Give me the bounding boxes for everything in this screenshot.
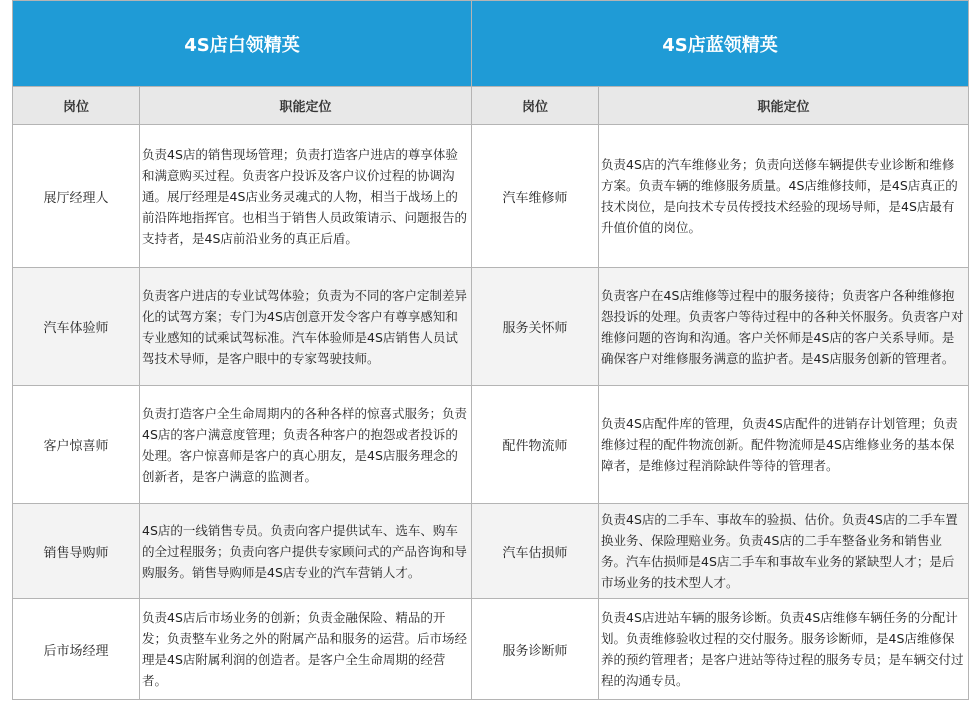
- job-roles-table: [12, 0, 969, 700]
- table-row: [13, 386, 969, 504]
- right-duty-cell: 负责4S店的二手车、事故车的验损、估价。负责4S店的二手车置换业务、保险理赔业务。负责4S店的二手车整备业务和销售业务。汽车估损师是4S店二手车和事故车业务的紧缺型人才；是后市场业务的技术型人才。: [599, 504, 969, 599]
- table-row: [13, 599, 969, 700]
- left-position-cell: 后市场经理: [13, 599, 140, 700]
- right-position-column-header: 岗位: [472, 87, 599, 125]
- table-row: [13, 504, 969, 599]
- left-position-column-header: 岗位: [13, 87, 140, 125]
- left-duty-cell: 负责打造客户全生命周期内的各种各样的惊喜式服务；负责4S店的客户满意度管理；负责各种客户的抱怨或者投诉的处理。客户惊喜师是客户的真心朋友，是4S店服务理念的创新者，是客户满意的监测者。: [140, 386, 472, 504]
- table-row: [13, 125, 969, 268]
- left-position-cell: 展厅经理人: [13, 125, 140, 268]
- right-duty-cell: 负责4S店配件库的管理，负责4S店配件的进销存计划管理；负责维修过程的配件物流创新。配件物流师是4S店维修业务的基本保障者，是维修过程消除缺件等待的管理者。: [599, 386, 969, 504]
- right-position-cell: 服务关怀师: [472, 268, 599, 386]
- white-collar-header: 4S店白领精英: [13, 1, 472, 87]
- left-position-cell: 汽车体验师: [13, 268, 140, 386]
- right-position-cell: 汽车估损师: [472, 504, 599, 599]
- blue-collar-header: 4S店蓝领精英: [472, 1, 969, 87]
- left-duty-cell: 负责4S店的销售现场管理；负责打造客户进店的尊享体验和满意购买过程。负责客户投诉及客户议价过程的协调沟通。展厅经理是4S店业务灵魂式的人物，相当于战场上的前沿阵地指挥官。也相当于销售人员政策请示、问题报告的支持者，是4S店前沿业务的真正后盾。: [140, 125, 472, 268]
- right-position-cell: 服务诊断师: [472, 599, 599, 700]
- right-position-cell: 配件物流师: [472, 386, 599, 504]
- right-duty-column-header: 职能定位: [599, 87, 969, 125]
- right-duty-cell: 负责4S店进站车辆的服务诊断。负责4S店维修车辆任务的分配计划。负责维修验收过程的交付服务。服务诊断师，是4S店维修保养的预约管理者；是客户进站等待过程的服务专员；是车辆交付过程的沟通专员。: [599, 599, 969, 700]
- table-row: [13, 268, 969, 386]
- left-duty-cell: 4S店的一线销售专员。负责向客户提供试车、选车、购车的全过程服务；负责向客户提供专家顾问式的产品咨询和导购服务。销售导购师是4S店专业的汽车营销人才。: [140, 504, 472, 599]
- left-duty-column-header: 职能定位: [140, 87, 472, 125]
- left-position-cell: 销售导购师: [13, 504, 140, 599]
- left-duty-cell: 负责客户进店的专业试驾体验；负责为不同的客户定制差异化的试驾方案；专门为4S店创意开发令客户有尊享感知和专业感知的试乘试驾标准。汽车体验师是4S店销售人员试驾技术导师，是客户眼中的专家驾驶技师。: [140, 268, 472, 386]
- right-position-cell: 汽车维修师: [472, 125, 599, 268]
- right-duty-cell: 负责4S店的汽车维修业务；负责向送修车辆提供专业诊断和维修方案。负责车辆的维修服务质量。4S店维修技师，是4S店真正的技术岗位，是向技术专员传授技术经验的现场导师，是4S店最有升值价值的岗位。: [599, 125, 969, 268]
- right-duty-cell: 负责客户在4S店维修等过程中的服务接待；负责客户各种维修抱怨投诉的处理。负责客户等待过程中的各种关怀服务。负责客户对维修问题的咨询和沟通。客户关怀师是4S店的客户关系导师。是确保客户对维修服务满意的监护者。是4S店服务创新的管理者。: [599, 268, 969, 386]
- left-duty-cell: 负责4S店后市场业务的创新；负责金融保险、精品的开发；负责整车业务之外的附属产品和服务的运营。后市场经理是4S店附属利润的创造者。是客户全生命周期的经营者。: [140, 599, 472, 700]
- left-position-cell: 客户惊喜师: [13, 386, 140, 504]
